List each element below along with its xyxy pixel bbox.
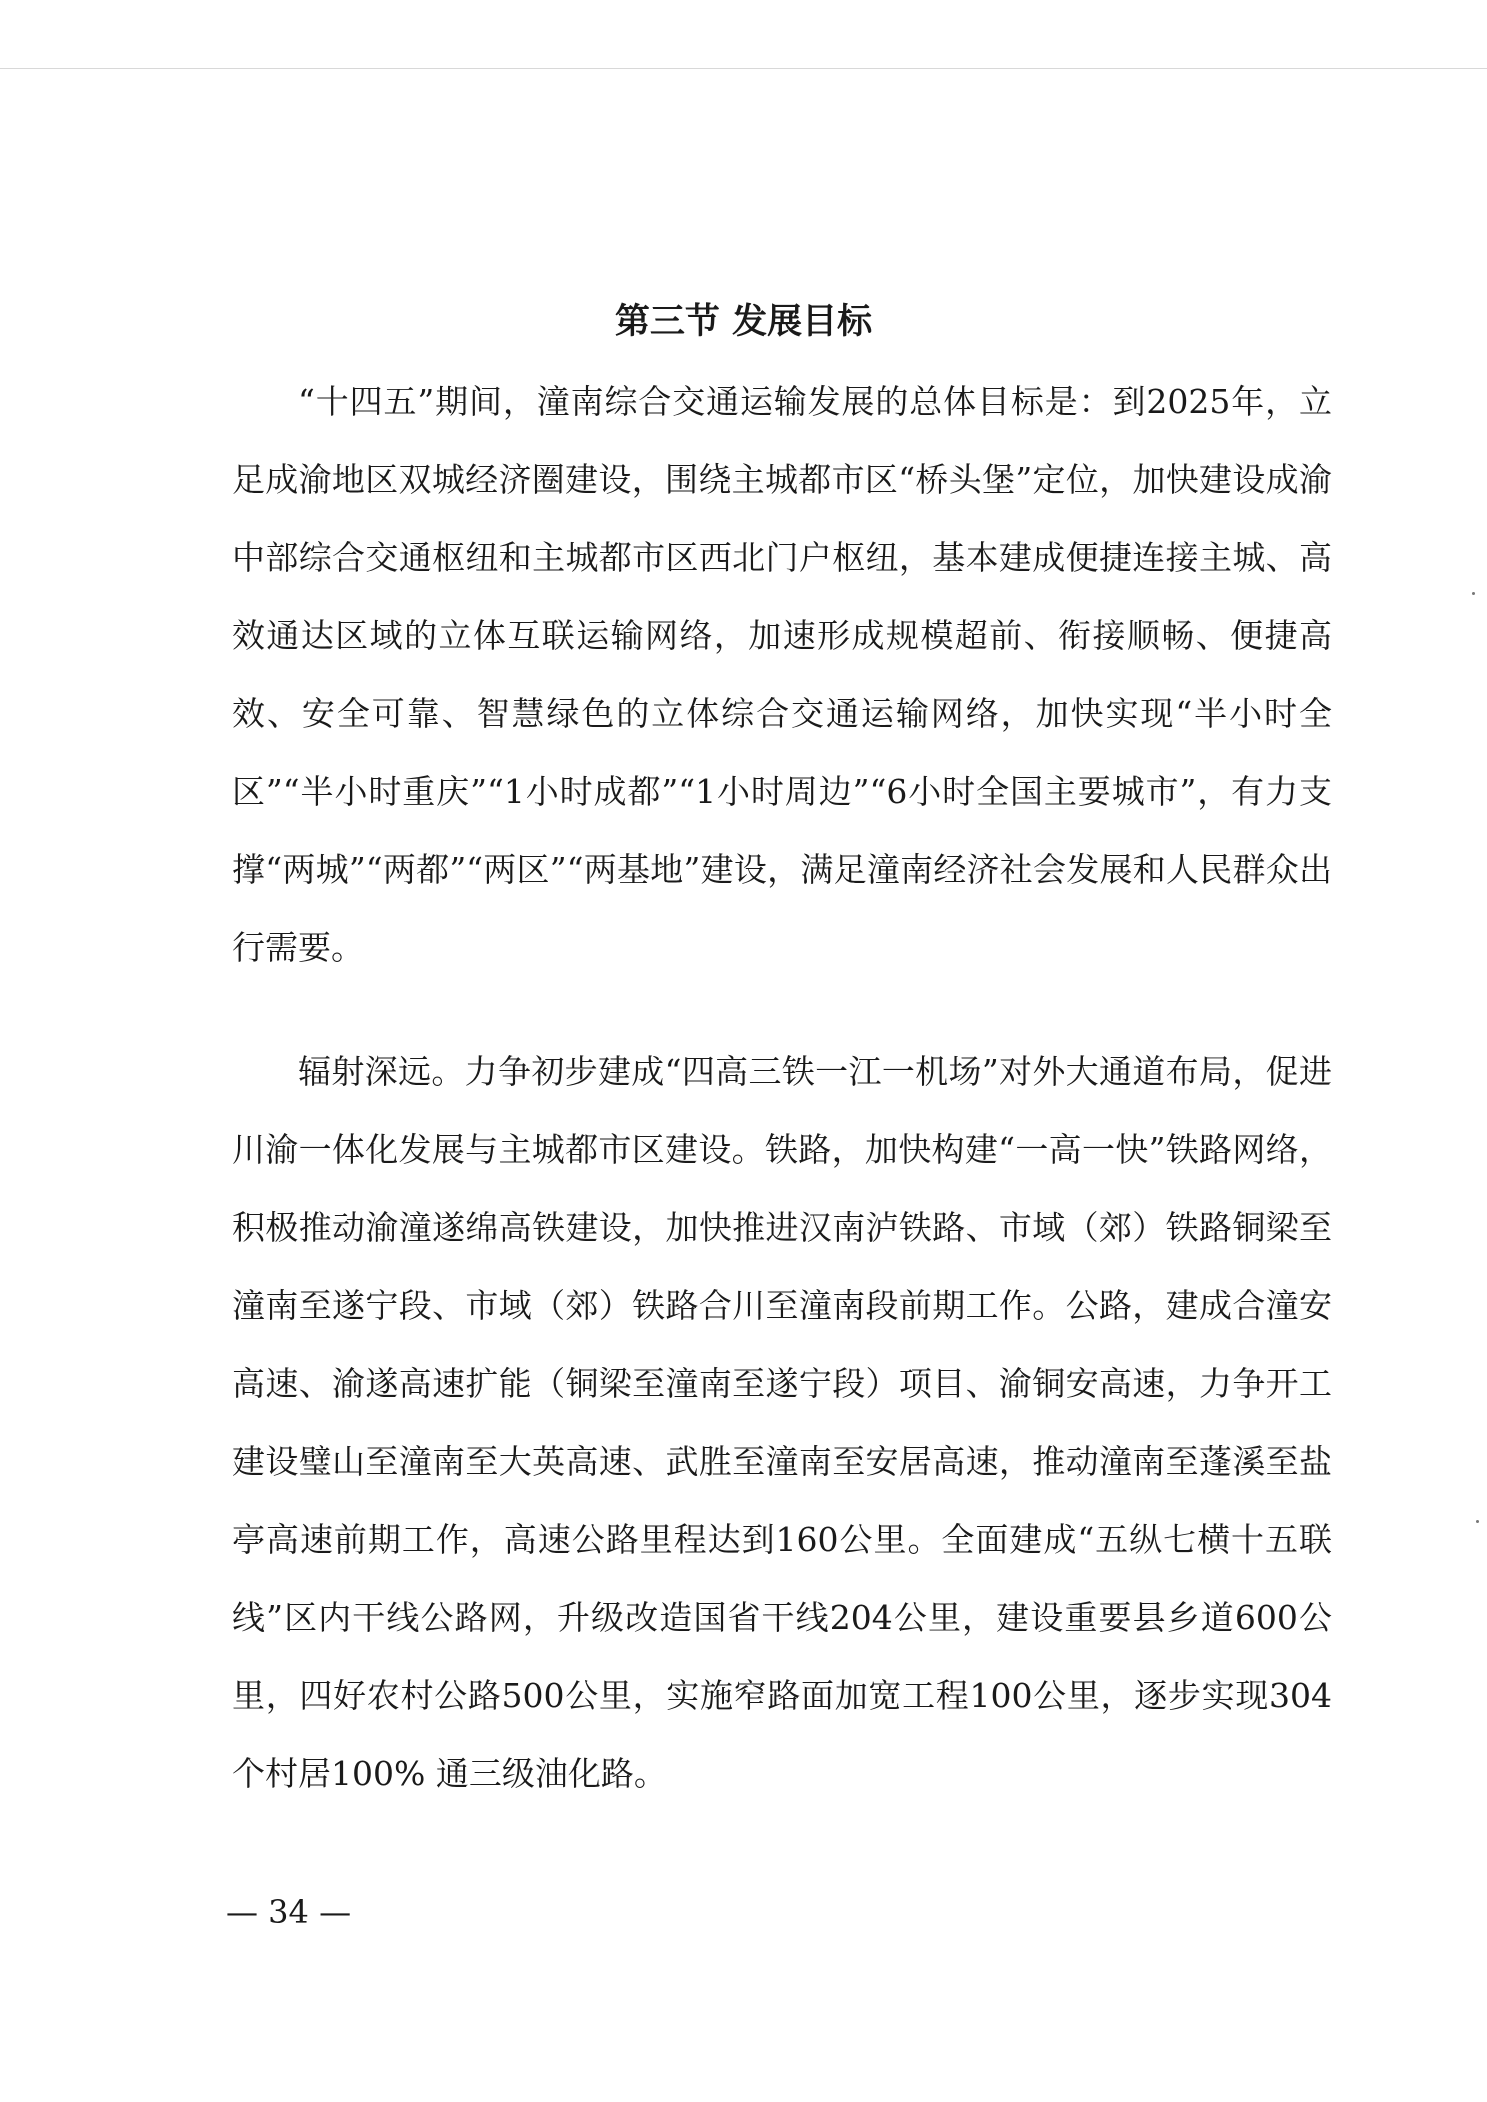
page-number: — 34 —: [226, 1893, 352, 1931]
scan-top-rule: [0, 68, 1487, 69]
paragraph-radiation: 辐射深远。力争初步建成“四高三铁一江一机场”对外大通道布局，促进川渝一体化发展与主城都市区建设。铁路，加快构建“一高一快”铁路网络，积极推动渝潼遂绵高铁建设，加快推进汉南泸铁路、市域（郊）铁路铜梁至潼南至遂宁段、市域（郊）铁路合川至潼南段前期工作。公路，建成合潼安高速、渝遂高速扩能（铜梁至潼南至遂宁段）项目、渝铜安高速，力争开工建设璧山至潼南至大英高速、武胜至潼南至安居高速，推动潼南至蓬溪至盐亭高速前期工作，高速公路里程达到160公里。全面建成“五纵七横十五联线”区内干线公路网，升级改造国省干线204公里，建设重要县乡道600公里，四好农村公路500公里，实施窄路面加宽工程100公里，逐步实现304个村居100% 通三级油化路。: [232, 1052, 1332, 1793]
scan-speck: [1476, 1520, 1479, 1523]
scan-speck: [1472, 592, 1475, 595]
paragraph-overall-goal: “十四五”期间，潼南综合交通运输发展的总体目标是：到2025年，立足成渝地区双城经济圈建设，围绕主城都市区“桥头堡”定位，加快建设成渝中部综合交通枢纽和主城都市区西北门户枢纽，基本建成便捷连接主城、高效通达区域的立体互联运输网络，加速形成规模超前、衔接顺畅、便捷高效、安全可靠、智慧绿色的立体综合交通运输网络，加快实现“半小时全区”“半小时重庆”“1小时成都”“1小时周边”“6小时全国主要城市”，有力支撑“两城”“两都”“两区”“两基地”建设，满足潼南经济社会发展和人民群众出行需要。: [232, 382, 1332, 967]
section-title: 第三节 发展目标: [614, 302, 873, 342]
